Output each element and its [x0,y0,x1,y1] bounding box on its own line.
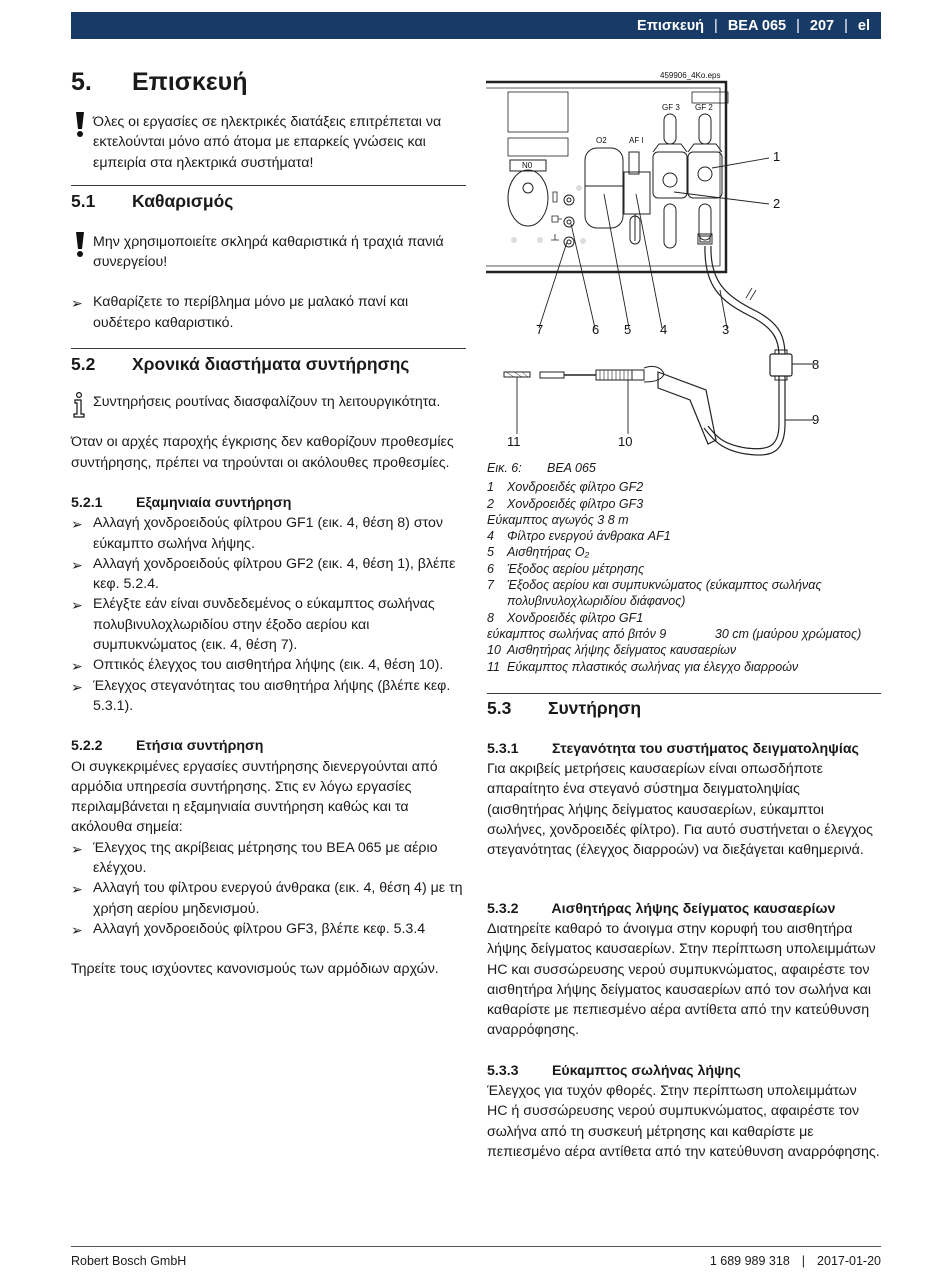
annual-intro: Οι συγκεκριμένες εργασίες συντήρησης διενεργούνται από αρμόδια υπηρεσία συντήρησης. Στις εν λόγω εργασίες περιλαμβάνεται η εξαμηνιαία συντήρηση καθώς και τα ακόλουθα σημεία: [71,758,438,836]
warning-notice: Μην χρησιμοποιείτε σκληρά καθαριστικά ή τραχιά πανιά συνεργείου! [71,232,466,273]
caption-row: 2 Χονδροειδές φίλτρο GF3 [487,496,644,511]
arrow-bullet-icon: ➢ [71,678,83,695]
section-5-2-heading: 5.2 Χρονικά διαστήματα συντήρησης [71,353,410,374]
arrow-bullet-icon: ➢ [71,597,83,614]
info-icon [71,392,89,418]
device-panel [486,82,726,272]
section-5-3-3-text: Έλεγχος για τυχόν φθορές. Στην περίπτωση υπολειμμάτων HC ή συσσώρευσης νερού συμπυκνώματος, αφαιρέστε τον σωλήνα από τη συσκευή μέτρησης και καθαρίστε με πεπιεσμένο αέρα αντίθετα από την κατεύθυνση αναρρόφησης. [487,1083,880,1160]
section-rule [71,348,466,349]
probe-handle [658,372,716,444]
left-column [71,62,466,980]
top-plate [692,92,728,103]
n0-sensor [508,170,548,226]
caption-row: 6 Έξοδος αερίου μέτρησης [487,561,645,576]
caption-row: 8 Χονδροειδές φίλτρο GF1 [487,610,644,625]
list-item: ➢ Αλλαγή χονδροειδούς φίλτρου GF1 (εικ. 4, θέση 8) στον εύκαμπτο σωλήνα λήψης. [71,515,443,552]
af1-filter [624,172,650,214]
leader-line-1 [712,158,769,168]
caption-row: εύκαμπτος σωλήνας από βιτόν 9 30 cm (μαύρου χρώματος) [487,626,862,641]
callout-11: 11 [507,434,521,449]
device-diagram [484,66,884,456]
maintenance-intro: Όταν οι αρχές παροχής έγκρισης δεν καθορίζουν προθεσμίες συντήρησης, πρέπει να τηρούνται οι ακόλουθες προθεσμίες. [71,434,454,471]
arrow-bullet-icon: ➢ [71,881,83,898]
caption-row: 4 Φίλτρο ενεργού άνθρακα AF1 [487,529,671,544]
chapter-title: 5. Επισκευή [71,67,248,96]
exclamation-icon [71,112,89,138]
leak-test-tube [504,372,530,377]
gf2-filter [688,152,722,198]
label-af1: AF I [629,136,644,145]
callout-5: 5 [624,322,632,337]
list-item: ➢ Έλεγχος στεγανότητας του αισθητήρα λήψης (βλέπε κεφ. 5.3.1). [71,677,451,714]
section-5-3-2-heading: 5.3.2 Αισθητήρας λήψης δείγματος καυσαερίων [487,900,836,917]
section-rule [487,693,881,694]
caption-row: Εύκαμπτος αγωγός 3 8 m [487,512,629,527]
display-window [508,92,568,132]
callout-2: 2 [773,196,781,211]
list-item: ➢ Καθαρίζετε το περίβλημα μόνο με μαλακό πανί και ουδέτερο καθαριστικό. [71,294,409,331]
port-6 [564,217,574,227]
footer-date: 2017-01-20 [817,1254,881,1268]
probe [540,372,564,378]
caption-row: 1 Χονδροειδές φίλτρο GF2 [487,480,644,495]
arrow-bullet-icon: ➢ [71,921,83,938]
header-section: Επισκευή [637,17,705,34]
footer-doc-number: 1 689 989 318 [709,1254,790,1268]
cleaning-steps [71,292,466,333]
callout-6: 6 [592,322,600,337]
caption-row: 7 Έξοδος αερίου και συμπυκνώματος (εύκαμπτος σωλήνας πολυβινυλοχλωριδίου διάφανος) [487,578,822,609]
warning-notice: Όλες οι εργασίες σε ηλεκτρικές διατάξεις επιτρέπεται να εκτελούνται μόνο από άτομα με επαρκείς γνώσεις και εμπειρία στα ηλεκτρικά συστήματα! [71,112,466,173]
section-5-3-1-heading: 5.3.1 Στεγανότητα του συστήματος δειγματοληψίας [487,740,859,757]
figure-caption [487,460,881,675]
list-item: ➢ Οπτικός έλεγχος του αισθητήρα λήψης (εικ. 4, θέση 10). [71,655,466,675]
caption-label: Εικ. 6: [487,461,522,475]
semiannual-list [71,513,466,716]
arrow-bullet-icon: ➢ [71,295,83,312]
label-gf3: GF 3 [662,103,680,112]
arrow-bullet-icon: ➢ [71,516,83,533]
header-page-number: 207 [809,17,835,34]
info-notice: Συντηρήσεις ρουτίνας διασφαλίζουν τη λειτουργικότητα. [71,392,466,412]
list-item: ➢ Έλεγχος της ακρίβειας μέτρησης του BEA 065 με αέριο ελέγχου. [71,839,438,877]
gf1-filter [770,354,792,376]
list-item: ➢ Αλλαγή χονδροειδούς φίλτρου GF3, βλέπε κεφ. 5.3.4 [71,919,466,939]
gf3-filter [653,152,687,198]
section-5-3-heading: 5.3 Συντήρηση [487,698,642,719]
caption-row: 11 Εύκαμπτος πλαστικός σωλήνας για έλεγχο διαρροών [487,659,799,674]
footer-rule [71,1246,881,1247]
callout-1: 1 [773,149,781,164]
callout-10: 10 [618,434,633,449]
callout-8: 8 [812,357,820,372]
o2-sensor [585,148,623,228]
list-item: ➢ Ελέγξτε εάν είναι συνδεδεμένος ο εύκαμπτος σωλήνας πολυβινυλοχλωριδίου στην έξοδο αερίου και συμπυκνώματος (εικ. 4, θέση 7). [71,596,435,654]
label-o2: O2 [596,136,607,145]
header-product: BEA 065 [727,17,787,34]
caption-row: 10 Αισθητήρας λήψης δείγματος καυσαερίων [487,643,737,658]
section-5-3-3-heading: 5.3.3 Εύκαμπτος σωλήνας λήψης [487,1062,741,1079]
section-5-1-heading: 5.1 Καθαρισμός [71,191,234,212]
section-5-2-2-heading: 5.2.2 Ετήσια συντήρηση [71,738,264,755]
footer-company: Robert Bosch GmbH [71,1254,187,1268]
section-5-3-2-text: Διατηρείτε καθαρό το άνοιγμα στην κορυφή του αισθητήρα λήψης δείγματος καυσαερίων. Στην περίπτωση υπολειμμάτων HC και συσσώρευσης νερού συμπυκνώματος, αφαιρέστε τον αισθητήρα λήψης δείγματος καυσαερίων από τον σωλήνα και καθαρίστε με πεπιεσμένο αέρα αντίθετα από την κατεύθυνση αναρρόφησης. [487,920,876,1039]
annual-list [71,838,466,939]
callout-7: 7 [536,322,544,337]
section-5-2-1-heading: 5.2.1 Εξαμηνιαία συντήρηση [71,494,292,511]
arrow-bullet-icon: ➢ [71,658,83,675]
figure-file-name: 459906_4Ko.eps [660,71,721,80]
closing-note: Τηρείτε τους ισχύοντες κανονισμούς των αρμόδιων αρχών. [71,961,439,978]
footer-info: 1 689 989 318 | 2017-01-20 [709,1254,881,1268]
header-language: el [857,17,870,34]
list-item: ➢ Αλλαγή χονδροειδούς φίλτρου GF2 (εικ. 4, θέση 1), βλέπε κεφ. 5.2.4. [71,555,456,593]
caption-row: 5 Αισθητήρας O₂ [487,545,590,560]
callout-3: 3 [722,322,730,337]
callout-4: 4 [660,322,668,337]
caption-title: BEA 065 [547,461,596,475]
exclamation-icon [71,232,89,258]
port-6-outer [564,195,574,205]
page-header: Επισκευή | BEA 065 | 207 | el [71,12,881,39]
right-column [487,460,881,1162]
section-rule [71,185,466,186]
section-5-3-1-text: Για ακριβείς μετρήσεις καυσαερίων είναι οπωσδήποτε απαραίτητο ένα στεγανό σύστημα δειγματοληψίας (αισθητήρας λήψης δείγματος καυσαερίων, εύκαμπτοι σωλήνες, χονδροειδές φίλτρο). Για αυτό συστήνεται ο έλεγχος στεγανότητας (έλεγχος διαρροών) να διεξάγεται καθημερινά. [487,761,873,859]
list-item: ➢ Αλλαγή του φίλτρου ενεργού άνθρακα (εικ. 4, θέση 4) με τη χρήση αερίου μηδενισμού. [71,880,463,917]
label-n0: N0 [522,161,533,170]
leader-line-7 [539,242,567,328]
callout-9: 9 [812,412,820,427]
arrow-bullet-icon: ➢ [71,556,83,573]
arrow-bullet-icon: ➢ [71,840,83,857]
label-gf2: GF 2 [695,103,713,112]
label-plate [508,138,568,156]
